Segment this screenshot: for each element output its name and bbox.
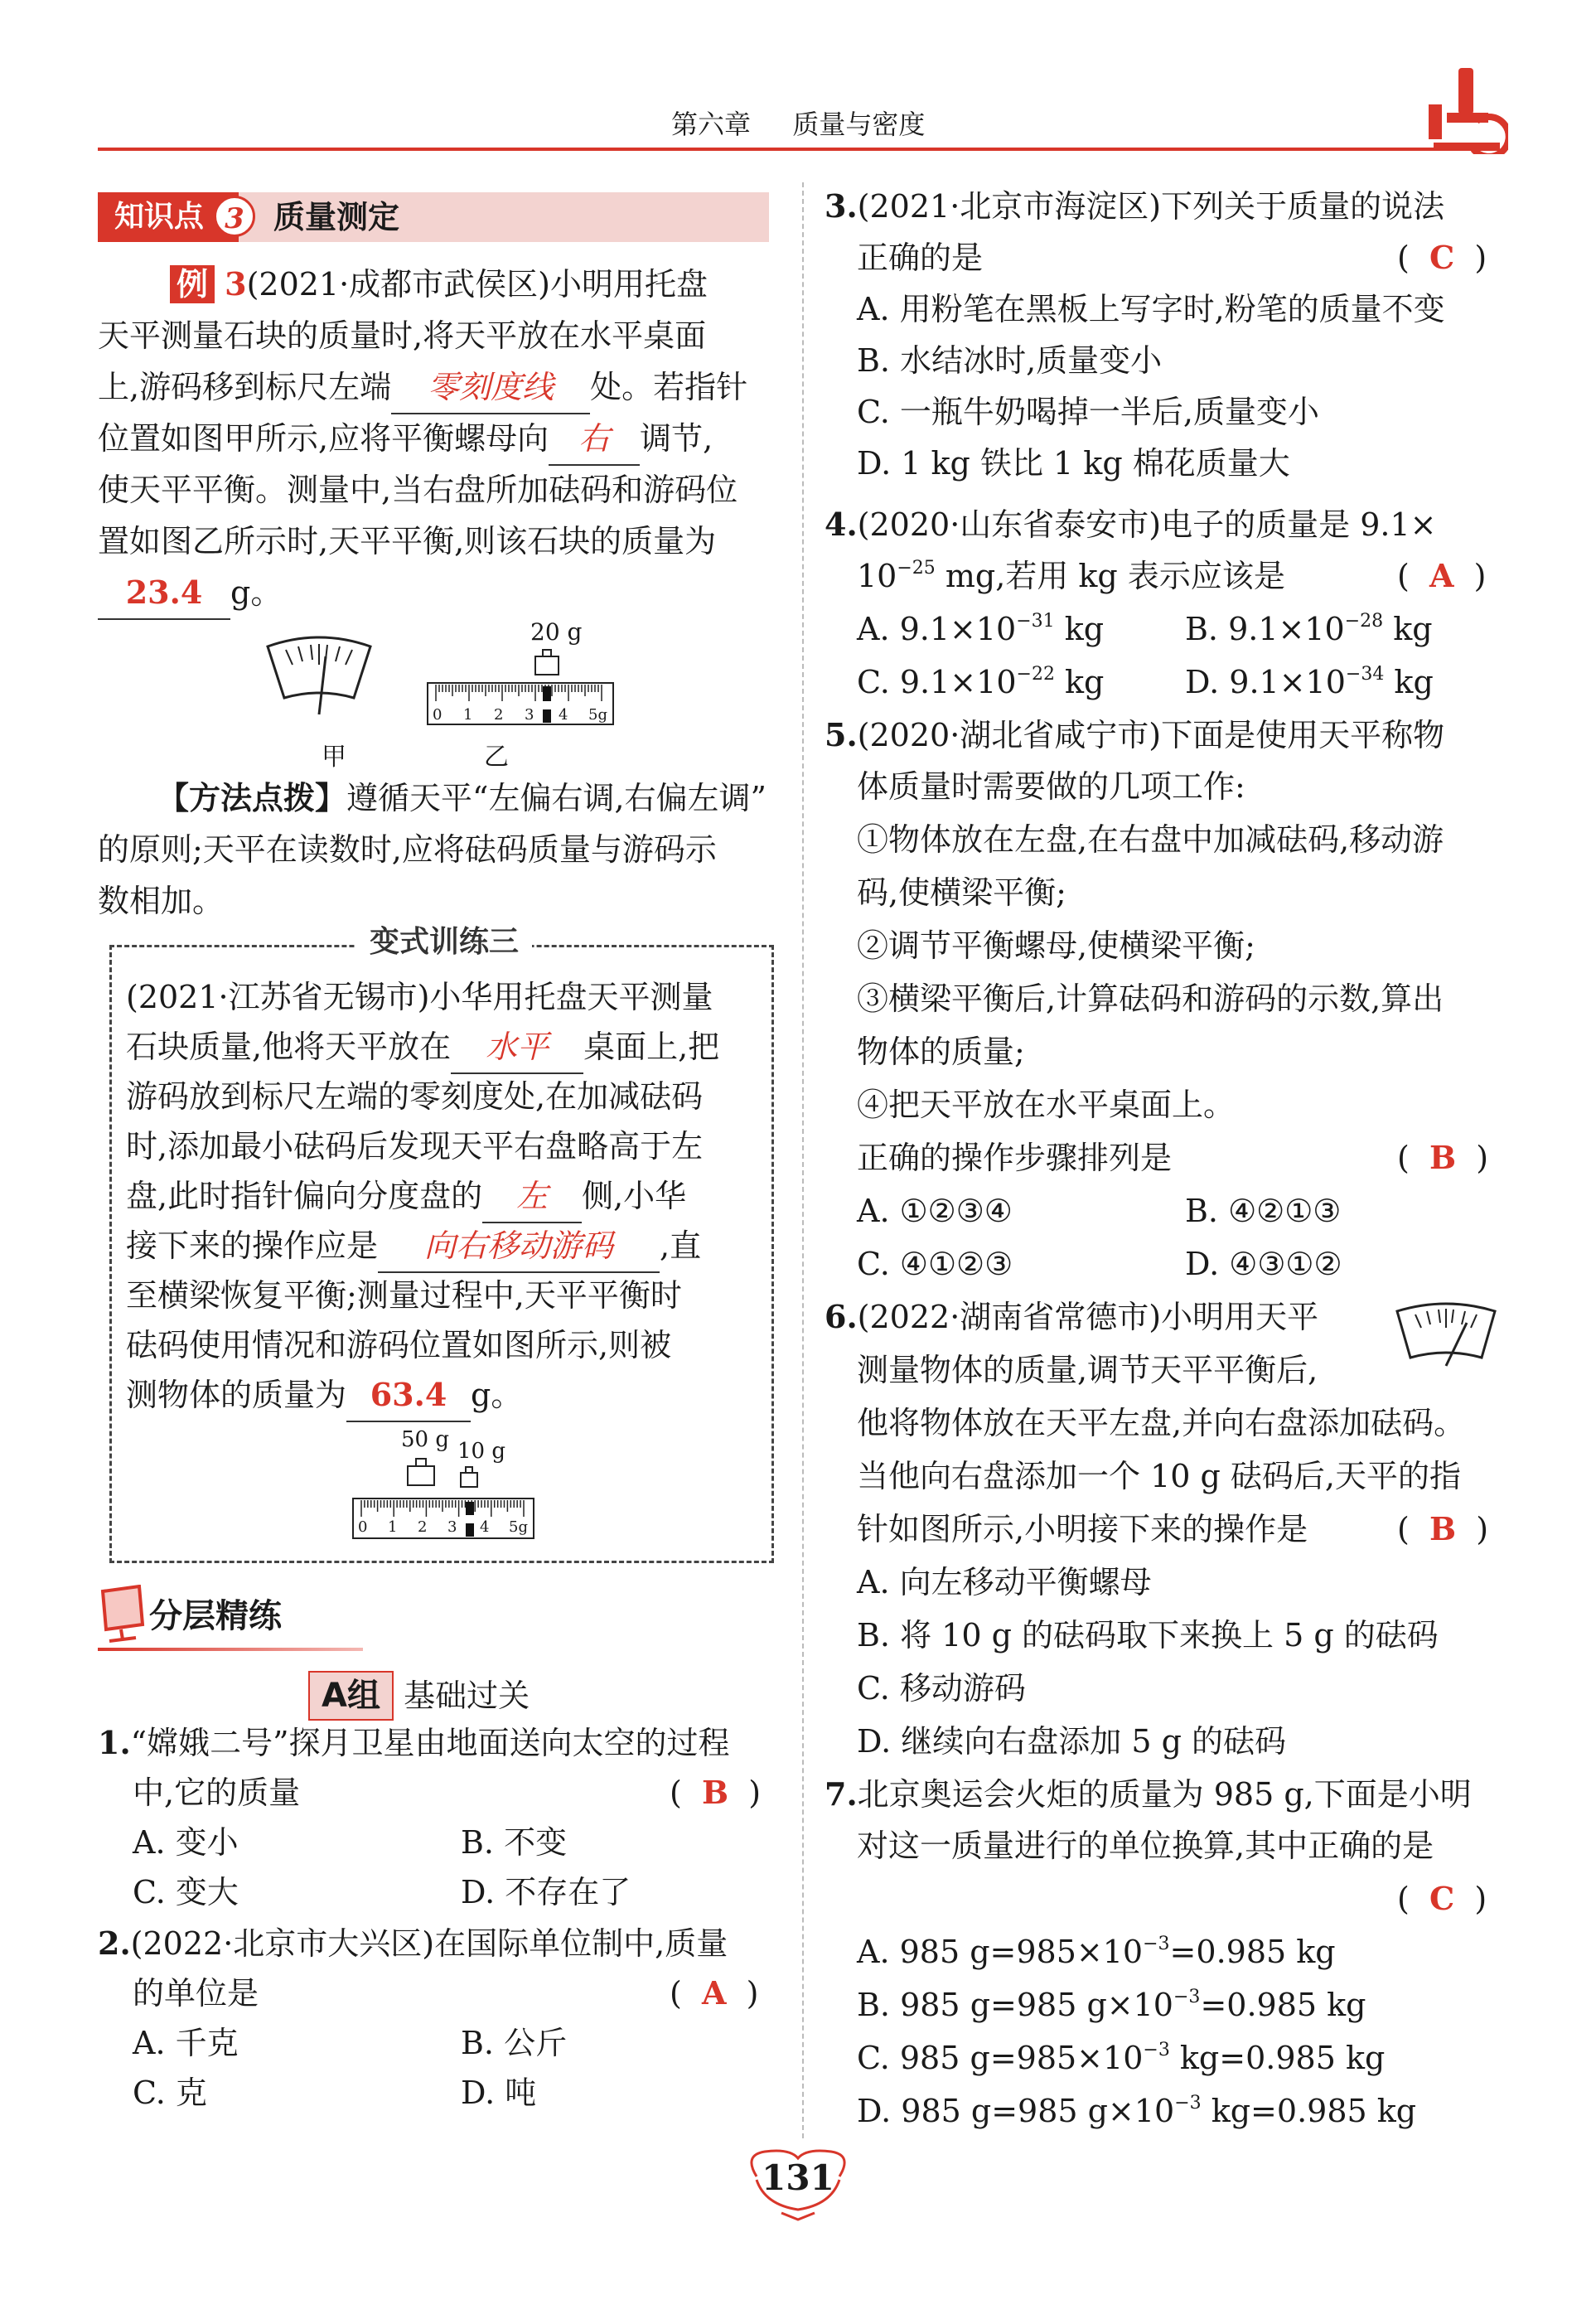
example-line-2: 天平测量石块的质量时,将天平放在水平桌面 (98, 317, 707, 354)
tick-label: 4 (480, 1518, 490, 1536)
balance-dial-figure (1392, 1300, 1500, 1374)
option: D. 继续向右盘添加 5 g 的砝码 (857, 1723, 1287, 1760)
chapter-header (671, 106, 925, 143)
training-line-6 (126, 1220, 701, 1273)
training-line-3: 游码放到标尺左端的零刻度处,在加减砝码 (126, 1078, 704, 1115)
tick-label: 0 (433, 706, 443, 724)
question-number: 3. (825, 187, 858, 225)
training-text: 测物体的质量为 (126, 1377, 347, 1413)
example-text: (2021·成都市武侯区)小明用托盘 (246, 266, 709, 303)
question-4-line-2 (857, 550, 1285, 602)
answer-letter: C (1429, 1880, 1455, 1917)
training-text: g。 (471, 1377, 523, 1413)
tick-label: 4 (559, 706, 568, 724)
layer-underline (98, 1648, 363, 1651)
answer-blank: 水平 (451, 1021, 583, 1074)
section-tag: 知识点 (98, 192, 239, 242)
option: B. $9.1\times 10^{-28}$ kg (1185, 611, 1433, 647)
example-line-4 (98, 413, 713, 466)
tick-label: 3 (525, 706, 534, 724)
balance-dial-figure (261, 632, 377, 723)
method-line-2: 的原则;天平在读数时,应将砝码质量与游码示 (98, 831, 717, 868)
answer-bracket: ( B ) (670, 1774, 762, 1811)
answer-letter: A (1429, 557, 1454, 594)
scale-tick-labels (426, 706, 615, 726)
tick-label: 1 (388, 1518, 398, 1536)
question-text: (2022·北京市大兴区)在国际单位制中,质量 (130, 1925, 728, 1962)
answer-blank: 23.4 (98, 567, 230, 620)
answer-bracket: ( B ) (1397, 1139, 1489, 1176)
question-text: “嫦娥二号”探月卫星由地面送向太空的过程 (130, 1725, 730, 1761)
option: C. ④①②③ (857, 1246, 1013, 1282)
option: D. 吨 (461, 2075, 537, 2111)
example-line-7 (98, 567, 282, 620)
option: B. 公斤 (461, 2025, 568, 2061)
question-6-line-1 (825, 1291, 1318, 1343)
figure-label-yi: 乙 (484, 743, 509, 772)
tick-label: 2 (494, 706, 504, 724)
example-line-6: 置如图乙所示时,天平平衡,则该石块的质量为 (98, 523, 717, 559)
option: D. ④③①② (1185, 1246, 1342, 1282)
question-1-line-2: 中,它的质量 (133, 1774, 301, 1811)
answer-letter: B (1429, 1139, 1457, 1176)
question-text: 10 (857, 558, 897, 594)
training-text: 侧,小华 (582, 1178, 687, 1214)
tick-label: 2 (418, 1518, 428, 1536)
example-line-1 (170, 259, 708, 310)
option: B. ④②①③ (1185, 1193, 1342, 1229)
question-text: (2020·山东省泰安市)电子的质量是 9.1× (857, 506, 1437, 543)
training-text: 石块质量,他将天平放在 (126, 1029, 452, 1065)
question-3-line-1 (825, 181, 1444, 232)
question-text: ①物体放在左盘,在右盘中加减砝码,移动游 (857, 821, 1444, 858)
training-line-5 (126, 1170, 686, 1223)
question-7-line-1 (825, 1769, 1472, 1820)
monitor-icon (98, 1585, 148, 1644)
answer-letter: B (701, 1774, 729, 1811)
tick-label: 5g (509, 1518, 528, 1536)
example-label: 例 (170, 265, 215, 303)
figure-label-jia: 甲 (322, 743, 346, 772)
answer-bracket: ( A ) (1397, 557, 1487, 594)
option: C. $9.1\times 10^{-22}$ kg (857, 664, 1105, 700)
option: C. 985 $g=985\times 10^{-3}$ kg=0.985 kg (857, 2040, 1386, 2076)
example-line-5: 使天平平衡。测量中,当右盘所加砝码和游码位 (98, 472, 738, 508)
group-heading (308, 1671, 530, 1721)
column-divider (802, 182, 804, 2138)
weight-icon (457, 1465, 481, 1489)
tick-label: 1 (463, 706, 473, 724)
question-text: 正确的操作步骤排列是 (857, 1140, 1173, 1176)
example-line-3 (98, 361, 747, 414)
option: B. 985 g=985 $g\times 10^{-3}=0.985$ kg (857, 1987, 1366, 2023)
training-text: 接下来的操作应是 (126, 1227, 379, 1264)
question-text: 针如图所示,小明接下来的操作是 (857, 1511, 1308, 1547)
question-text: 北京奥运会火炬的质量为 985 g,下面是小明 (857, 1776, 1472, 1813)
header-rule (98, 148, 1498, 151)
option: C. 变大 (133, 1874, 239, 1910)
exponent: −25 (897, 558, 936, 579)
method-line-3: 数相加。 (98, 883, 225, 919)
question-number: 4. (825, 506, 858, 543)
question-text: (2022·湖南省常德市)小明用天平 (857, 1299, 1319, 1335)
layer-title: 分层精练 (149, 1597, 282, 1635)
training-line-1: (2021·江苏省无锡市)小华用托盘天平测量 (126, 979, 713, 1015)
chapter-title: 质量与密度 (792, 109, 926, 140)
tick-label: 3 (447, 1518, 457, 1536)
chapter-label: 第六章 (671, 109, 752, 140)
question-text: 对这一质量进行的单位换算,其中正确的是 (857, 1828, 1434, 1864)
question-2-line-2: 的单位是 (133, 1975, 259, 2012)
example-text: 处。若指针 (590, 369, 748, 405)
training-title: 变式训练三 (356, 922, 532, 963)
section-number: 3 (214, 196, 255, 237)
answer-letter: B (1429, 1510, 1457, 1547)
option: D. 不存在了 (461, 1874, 631, 1910)
option: A. $9.1\times 10^{-31}$ kg (857, 611, 1105, 647)
option: B. 将 10 g 的砝码取下来换上 5 g 的砝码 (857, 1617, 1439, 1653)
method-text: 遵循天平“左偏右调,右偏左调” (346, 780, 767, 816)
question-text: (2021·北京市海淀区)下列关于质量的说法 (857, 188, 1445, 225)
answer-bracket: ( B ) (1397, 1510, 1489, 1547)
section-title: 质量测定 (273, 199, 400, 235)
option: A. 用粉笔在黑板上写字时,粉笔的质量不变 (857, 291, 1445, 327)
option: A. 变小 (133, 1824, 239, 1861)
answer-bracket: ( C ) (1397, 239, 1487, 276)
option: C. 一瓶牛奶喝掉一半后,质量变小 (857, 394, 1319, 430)
question-text: 体质量时需要做的几项工作: (857, 768, 1245, 805)
example-number: 3 (225, 265, 247, 303)
question-text: ④把天平放在水平桌面上。 (857, 1087, 1236, 1123)
group-tag: A组 (308, 1671, 394, 1721)
training-line-9 (126, 1369, 522, 1422)
option: A. 千克 (133, 2025, 239, 2061)
question-text: 当他向右盘添加一个 10 g 砝码后,天平的指 (857, 1458, 1461, 1494)
option: B. 不变 (461, 1824, 568, 1861)
training-line-4: 时,添加最小砝码后发现天平右盘略高于左 (126, 1128, 704, 1164)
answer-blank: 右 (549, 413, 640, 466)
option: A. 985 $g=985\times 10^{-3}=0.985$ kg (857, 1934, 1336, 1970)
question-number: 5. (825, 716, 858, 753)
answer-blank: 左 (482, 1170, 582, 1223)
page-number: 131 (762, 2157, 834, 2198)
option: C. 克 (133, 2075, 207, 2111)
option: D. 1 kg 铁比 1 kg 棉花质量大 (857, 445, 1290, 482)
training-line-2 (126, 1021, 719, 1074)
question-4-line-1 (825, 499, 1436, 550)
weight-label: 20 g (530, 618, 583, 646)
question-text: (2020·湖北省咸宁市)下面是使用天平称物 (857, 717, 1445, 753)
training-text: 桌面上,把 (583, 1029, 720, 1065)
option: B. 水结冰时,质量变小 (857, 342, 1163, 379)
question-text: 他将物体放在天平左盘,并向右盘添加砝码。 (857, 1405, 1466, 1441)
training-line-7: 至横梁恢复平衡;测量过程中,天平平衡时 (126, 1277, 682, 1314)
weight-icon (530, 648, 563, 676)
group-title: 基础过关 (404, 1678, 530, 1714)
option: D. 985 g=985 $g\times 10^{-3}$ kg=0.985 kg (857, 2093, 1417, 2129)
method-label: 【方法点拨】 (157, 780, 347, 816)
microscope-icon (1425, 63, 1508, 154)
example-text: 调节, (640, 420, 713, 457)
answer-blank: 向右移动游码 (378, 1220, 660, 1273)
answer-blank: 63.4 (346, 1369, 471, 1422)
answer-bracket: ( C ) (1397, 1880, 1487, 1917)
question-text: 测量物体的质量,调节天平平衡后, (857, 1352, 1318, 1388)
weight-label-50: 50 g (401, 1427, 449, 1452)
question-2-line-1 (98, 1918, 728, 1969)
question-text: 物体的质量; (857, 1034, 1025, 1070)
option: A. ①②③④ (857, 1193, 1013, 1229)
method-line-1 (157, 772, 767, 824)
question-number: 1. (98, 1724, 131, 1761)
answer-bracket: ( A ) (670, 1974, 759, 2012)
training-text: ,直 (660, 1227, 702, 1264)
scale-tick-labels (351, 1518, 535, 1538)
example-text: 位置如图甲所示,应将平衡螺母向 (98, 420, 549, 457)
weight-label-10: 10 g (457, 1439, 505, 1464)
tick-label: 0 (358, 1518, 368, 1536)
answer-letter: A (701, 1974, 727, 2012)
example-text: g。 (230, 574, 283, 611)
weight-icon (404, 1457, 438, 1487)
question-text: ②调节平衡螺母,使横梁平衡; (857, 927, 1255, 964)
option: A. 向左移动平衡螺母 (857, 1564, 1152, 1600)
answer-letter: C (1429, 239, 1455, 276)
tick-label: 5g (588, 706, 607, 724)
question-text: mg,若用 kg 表示应该是 (935, 558, 1285, 594)
example-text: 上,游码移到标尺左端 (98, 369, 392, 405)
training-text: 盘,此时指针偏向分度盘的 (126, 1178, 483, 1214)
question-number: 7. (825, 1775, 858, 1813)
question-5-line-1 (825, 709, 1444, 761)
question-text: 码,使横梁平衡; (857, 874, 1066, 911)
question-text: ③横梁平衡后,计算砝码和游码的示数,算出 (857, 980, 1444, 1017)
option: C. 移动游码 (857, 1670, 1026, 1707)
question-number: 6. (825, 1298, 858, 1335)
option: D. $9.1\times 10^{-34}$ kg (1185, 664, 1434, 700)
training-line-8: 砝码使用情况和游码位置如图所示,则被 (126, 1327, 672, 1363)
answer-blank: 零刻度线 (391, 361, 590, 414)
question-3-line-2: 正确的是 (857, 240, 984, 276)
question-1-line-1 (98, 1717, 730, 1769)
question-number: 2. (98, 1925, 131, 1962)
